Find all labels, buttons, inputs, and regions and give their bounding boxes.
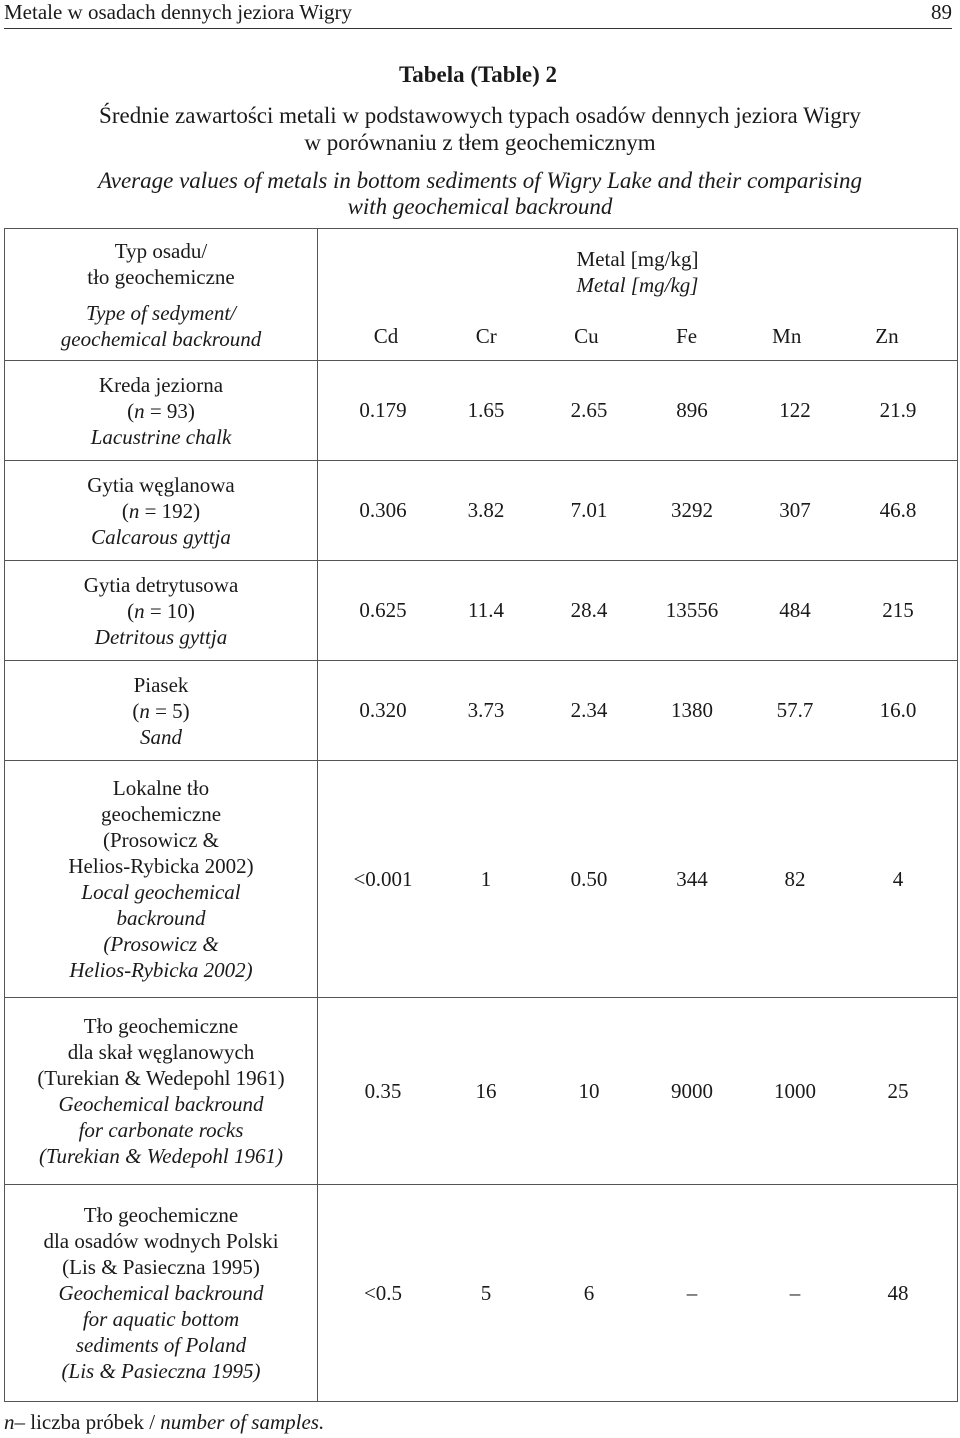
type-name-pl: geochemiczne [100, 802, 222, 826]
sediment-type-cell [5, 461, 318, 561]
sediment-type-header [5, 229, 318, 361]
element-header: Cr [475, 324, 497, 348]
metal-value: 3292 [671, 498, 713, 522]
metal-value: 11.4 [468, 598, 504, 622]
metal-value: 215 [882, 598, 914, 622]
type-name-en: backround [116, 906, 206, 930]
type-name-en: for carbonate rocks [78, 1118, 244, 1142]
metal-value: <0.001 [353, 866, 413, 891]
metal-value: 3.73 [467, 698, 505, 722]
type-name-en: (Prosowicz & [103, 932, 219, 956]
metal-value: 10 [578, 1078, 600, 1103]
table-header-row [5, 229, 958, 361]
metal-values-cell [318, 461, 958, 561]
element-headers [318, 298, 957, 349]
type-name-en: for aquatic bottom [82, 1307, 240, 1331]
metal-values [318, 398, 957, 423]
metal-value: 0.625 [359, 598, 407, 622]
metals-table [4, 228, 958, 1402]
metal-value: 896 [676, 398, 708, 422]
footnote-symbol: n [4, 1410, 15, 1434]
type-name-en: sediments of Poland [75, 1333, 247, 1357]
sediment-type-cell [5, 561, 318, 661]
type-name-en: Geochemical backround [58, 1092, 264, 1116]
metal-value: 0.35 [364, 1078, 402, 1103]
sample-count-value: 93 [166, 398, 188, 423]
sediment-type-cell [5, 998, 318, 1185]
metal-value: 21.9 [879, 398, 917, 422]
metal-value: – [686, 1280, 698, 1305]
type-name-en: Local geochemical [81, 880, 241, 904]
metal-value: 6 [583, 1280, 595, 1305]
metal-value: 0.320 [359, 698, 407, 722]
type-name-pl: Tło geochemiczne [83, 1203, 239, 1227]
metal-value: 122 [779, 398, 811, 422]
table-title-en-line: Average values of metals in bottom sediments of Wigry Lake and their comparising [97, 168, 863, 193]
metal-value: 0.179 [359, 398, 407, 422]
table-row [5, 1185, 958, 1402]
metal-values [318, 1079, 957, 1104]
metal-unit-pl: Metal [mg/kg] [576, 247, 699, 271]
metal-unit-en: Metal [mg/kg] [576, 273, 699, 297]
metal-values-cell [318, 361, 958, 461]
metal-value: 0.306 [359, 498, 407, 522]
table-title-en [0, 168, 960, 220]
metal-value: 7.01 [570, 498, 608, 522]
table-label: Tabela (Table) 2 [398, 62, 558, 87]
sample-count-value: 192 [161, 498, 194, 523]
page-number: 89 [931, 0, 952, 24]
table-title-pl-line: w porównaniu z tłem geochemicznym [304, 130, 656, 155]
footnote-text-en: number of samples. [160, 1410, 325, 1434]
type-name-en: (Lis & Pasieczna 1995) [61, 1359, 261, 1383]
type-name-en: Calcarous gyttja [91, 524, 231, 549]
metal-values-cell [318, 998, 958, 1185]
type-name-pl: (Turekian & Wedepohl 1961) [37, 1066, 285, 1090]
metal-value: 344 [676, 866, 708, 891]
type-name-pl: dla osadów wodnych Polski [43, 1229, 279, 1253]
footnote-text-pl: – liczba próbek / [14, 1410, 161, 1434]
metal-value: 307 [779, 498, 811, 522]
metal-value: 484 [779, 598, 811, 622]
metal-value: 46.8 [879, 498, 917, 522]
metal-values [318, 598, 957, 623]
type-name-en: Detritous gyttja [94, 624, 228, 649]
metal-value: 16.0 [879, 698, 917, 722]
footnote [4, 1409, 324, 1435]
metal-value: 0.50 [570, 866, 608, 891]
sediment-type-cell [5, 1185, 318, 1402]
sediment-type-cell [5, 761, 318, 998]
metal-value: 1380 [671, 698, 713, 722]
metal-values-cell [318, 1185, 958, 1402]
element-header: Cu [574, 324, 599, 348]
element-header: Cd [373, 324, 399, 348]
metal-value: 1 [480, 866, 492, 891]
type-name-pl: Tło geochemiczne [83, 1014, 239, 1038]
metal-value: 9000 [671, 1078, 713, 1103]
element-header: Mn [772, 324, 802, 348]
header-text: geochemical backround [60, 326, 262, 351]
sample-count: (n = 10) [127, 598, 195, 623]
metal-values [318, 1281, 957, 1306]
sample-count: (n = 5) [132, 698, 190, 723]
metal-value: 2.65 [570, 398, 608, 422]
metal-values-cell [318, 561, 958, 661]
type-name-en: Geochemical backround [58, 1281, 264, 1305]
header-text: Typ osadu/ [114, 238, 208, 263]
metal-values [318, 698, 957, 723]
type-name-en: Sand [140, 724, 182, 749]
metal-value: 13556 [665, 598, 719, 622]
metal-value: 1000 [774, 1078, 816, 1103]
metal-header [318, 229, 958, 361]
sample-count-value: 10 [166, 598, 188, 623]
table-title-pl [0, 102, 960, 156]
sediment-type-cell [5, 661, 318, 761]
type-name-pl: Helios-Rybicka 2002) [68, 854, 254, 878]
metal-values-cell [318, 761, 958, 998]
table-row [5, 761, 958, 998]
metal-value: 57.7 [776, 698, 814, 722]
sample-count: (n = 93) [127, 398, 195, 423]
metal-value: – [789, 1280, 801, 1305]
type-name-en: Helios-Rybicka 2002) [69, 958, 253, 982]
metal-values [318, 498, 957, 523]
metal-value: 4 [892, 866, 904, 891]
running-head-title: Metale w osadach dennych jeziora Wigry [4, 0, 353, 24]
table-row [5, 998, 958, 1185]
type-name-en: Lacustrine chalk [90, 424, 232, 449]
type-name-pl: Lokalne tło [112, 776, 210, 800]
type-name-pl: (Prosowicz & [102, 828, 220, 852]
metal-value: <0.5 [363, 1280, 403, 1305]
type-name-pl: Piasek [133, 672, 189, 697]
metal-value: 28.4 [570, 598, 608, 622]
type-name-pl: Gytia detrytusowa [83, 572, 239, 597]
element-header: Fe [676, 324, 698, 348]
table-row [5, 561, 958, 661]
type-name-pl: Gytia węglanowa [87, 472, 235, 497]
table-title-pl-line: Średnie zawartości metali w podstawowych typach osadów dennych jeziora Wigry [99, 103, 861, 128]
running-head [4, 0, 952, 29]
table-row [5, 661, 958, 761]
metal-values-cell [318, 661, 958, 761]
sample-count-value: 5 [172, 698, 183, 723]
table-row [5, 461, 958, 561]
type-name-pl: dla skał węglanowych [67, 1040, 255, 1064]
metal-values [318, 867, 957, 892]
type-name-pl: Kreda jeziorna [98, 372, 224, 397]
metal-value: 5 [480, 1280, 492, 1305]
metal-value: 48 [887, 1280, 909, 1305]
metal-value: 1.65 [467, 398, 505, 422]
metal-value: 82 [784, 866, 806, 891]
header-text: Type of sedyment/ [85, 300, 237, 325]
metal-value: 16 [475, 1078, 497, 1103]
type-name-pl: (Lis & Pasieczna 1995) [62, 1255, 260, 1279]
metal-value: 3.82 [467, 498, 505, 522]
sample-count: (n = 192) [121, 498, 201, 523]
metal-value: 2.34 [570, 698, 608, 722]
metal-value: 25 [887, 1078, 909, 1103]
table-row [5, 361, 958, 461]
table-title-en-line: with geochemical backround [347, 194, 613, 219]
element-header: Zn [875, 324, 899, 348]
type-name-en: (Turekian & Wedepohl 1961) [38, 1144, 283, 1168]
sediment-type-cell [5, 361, 318, 461]
header-text: tło geochemiczne [87, 264, 235, 289]
